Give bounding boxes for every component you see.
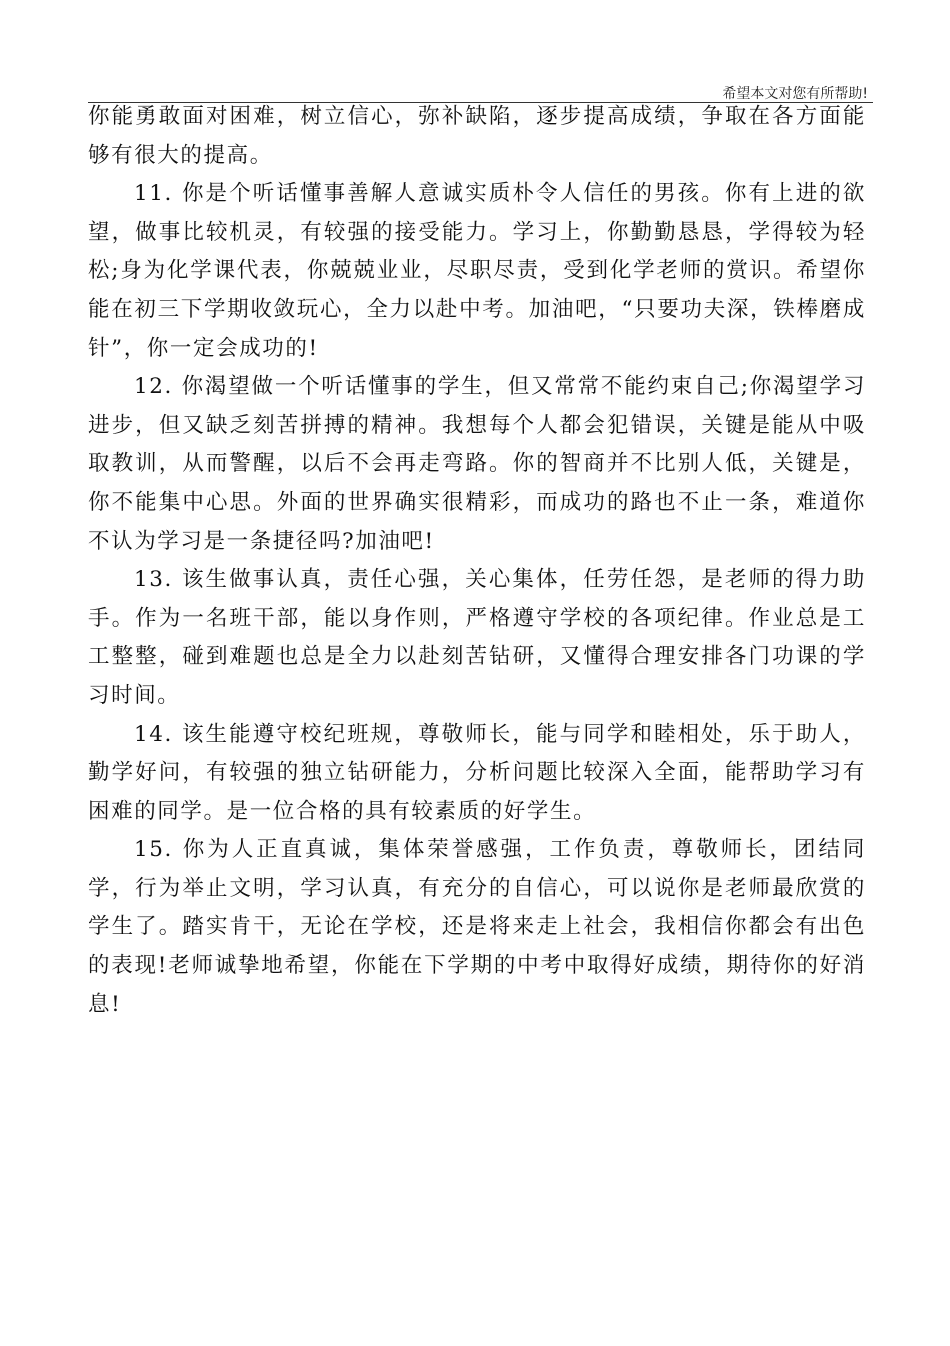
paragraph-text: 你是个听话懂事善解人意诚实质朴令人信任的男孩。你有上进的欲望，做事比较机灵，有较强的接受能力。学习上，你勤勤恳恳，学得较为轻松;身为化学课代表，你兢兢业业，尽职尽责，受到化学老师的赏识。希望你能在初三下学期收敛玩心，全力以赴中考。加油吧，“只要功夫深，铁棒磨成针”，你一定会成功的!	[88, 181, 867, 361]
paragraph-12	[88, 368, 866, 561]
paragraph-13	[88, 561, 866, 715]
paragraph-11	[88, 175, 866, 368]
paragraph-continuation	[88, 98, 866, 175]
document-body	[88, 98, 866, 1024]
paragraph-number: 11.	[134, 181, 173, 207]
paragraph-text: 你渴望做一个听话懂事的学生，但又常常不能约束自己;你渴望学习进步，但又缺乏刻苦拼搏的精神。我想每个人都会犯错误，关键是能从中吸取教训，从而警醒，以后不会再走弯路。你的智商并不比别人低，关键是，你不能集中心思。外面的世界确实很精彩，而成功的路也不止一条，难道你不认为学习是一条捷径吗?加油吧!	[88, 374, 867, 554]
paragraph-text: 你为人正直真诚，集体荣誉感强，工作负责，尊敬师长，团结同学，行为举止文明，学习认真，有充分的自信心，可以说你是老师最欣赏的学生了。踏实肯干，无论在学校，还是将来走上社会，我相信你都会有出色的表现!老师诚挚地希望，你能在下学期的中考中取得好成绩，期待你的好消息!	[88, 837, 867, 1017]
paragraph-15	[88, 831, 866, 1024]
paragraph-text: 该生做事认真，责任心强，关心集体，任劳任怨，是老师的得力助手。作为一名班干部，能以身作则，严格遵守学校的各项纪律。作业总是工工整整，碰到难题也总是全力以赴刻苦钻研，又懂得合理安排各门功课的学习时间。	[88, 567, 867, 708]
paragraph-text: 你能勇敢面对困难，树立信心，弥补缺陷，逐步提高成绩，争取在各方面能够有很大的提高。	[88, 104, 866, 168]
page-header-text: 希望本文对您有所帮助!	[722, 86, 868, 102]
paragraph-number: 14.	[134, 721, 173, 747]
paragraph-14	[88, 716, 866, 832]
paragraph-number: 12.	[134, 374, 173, 400]
paragraph-text: 该生能遵守校纪班规，尊敬师长，能与同学和睦相处，乐于助人，勤学好问，有较强的独立钻研能力，分析问题比较深入全面，能帮助学习有困难的同学。是一位合格的具有较素质的好学生。	[88, 721, 867, 824]
paragraph-number: 15.	[134, 837, 173, 863]
paragraph-number: 13.	[134, 567, 173, 593]
